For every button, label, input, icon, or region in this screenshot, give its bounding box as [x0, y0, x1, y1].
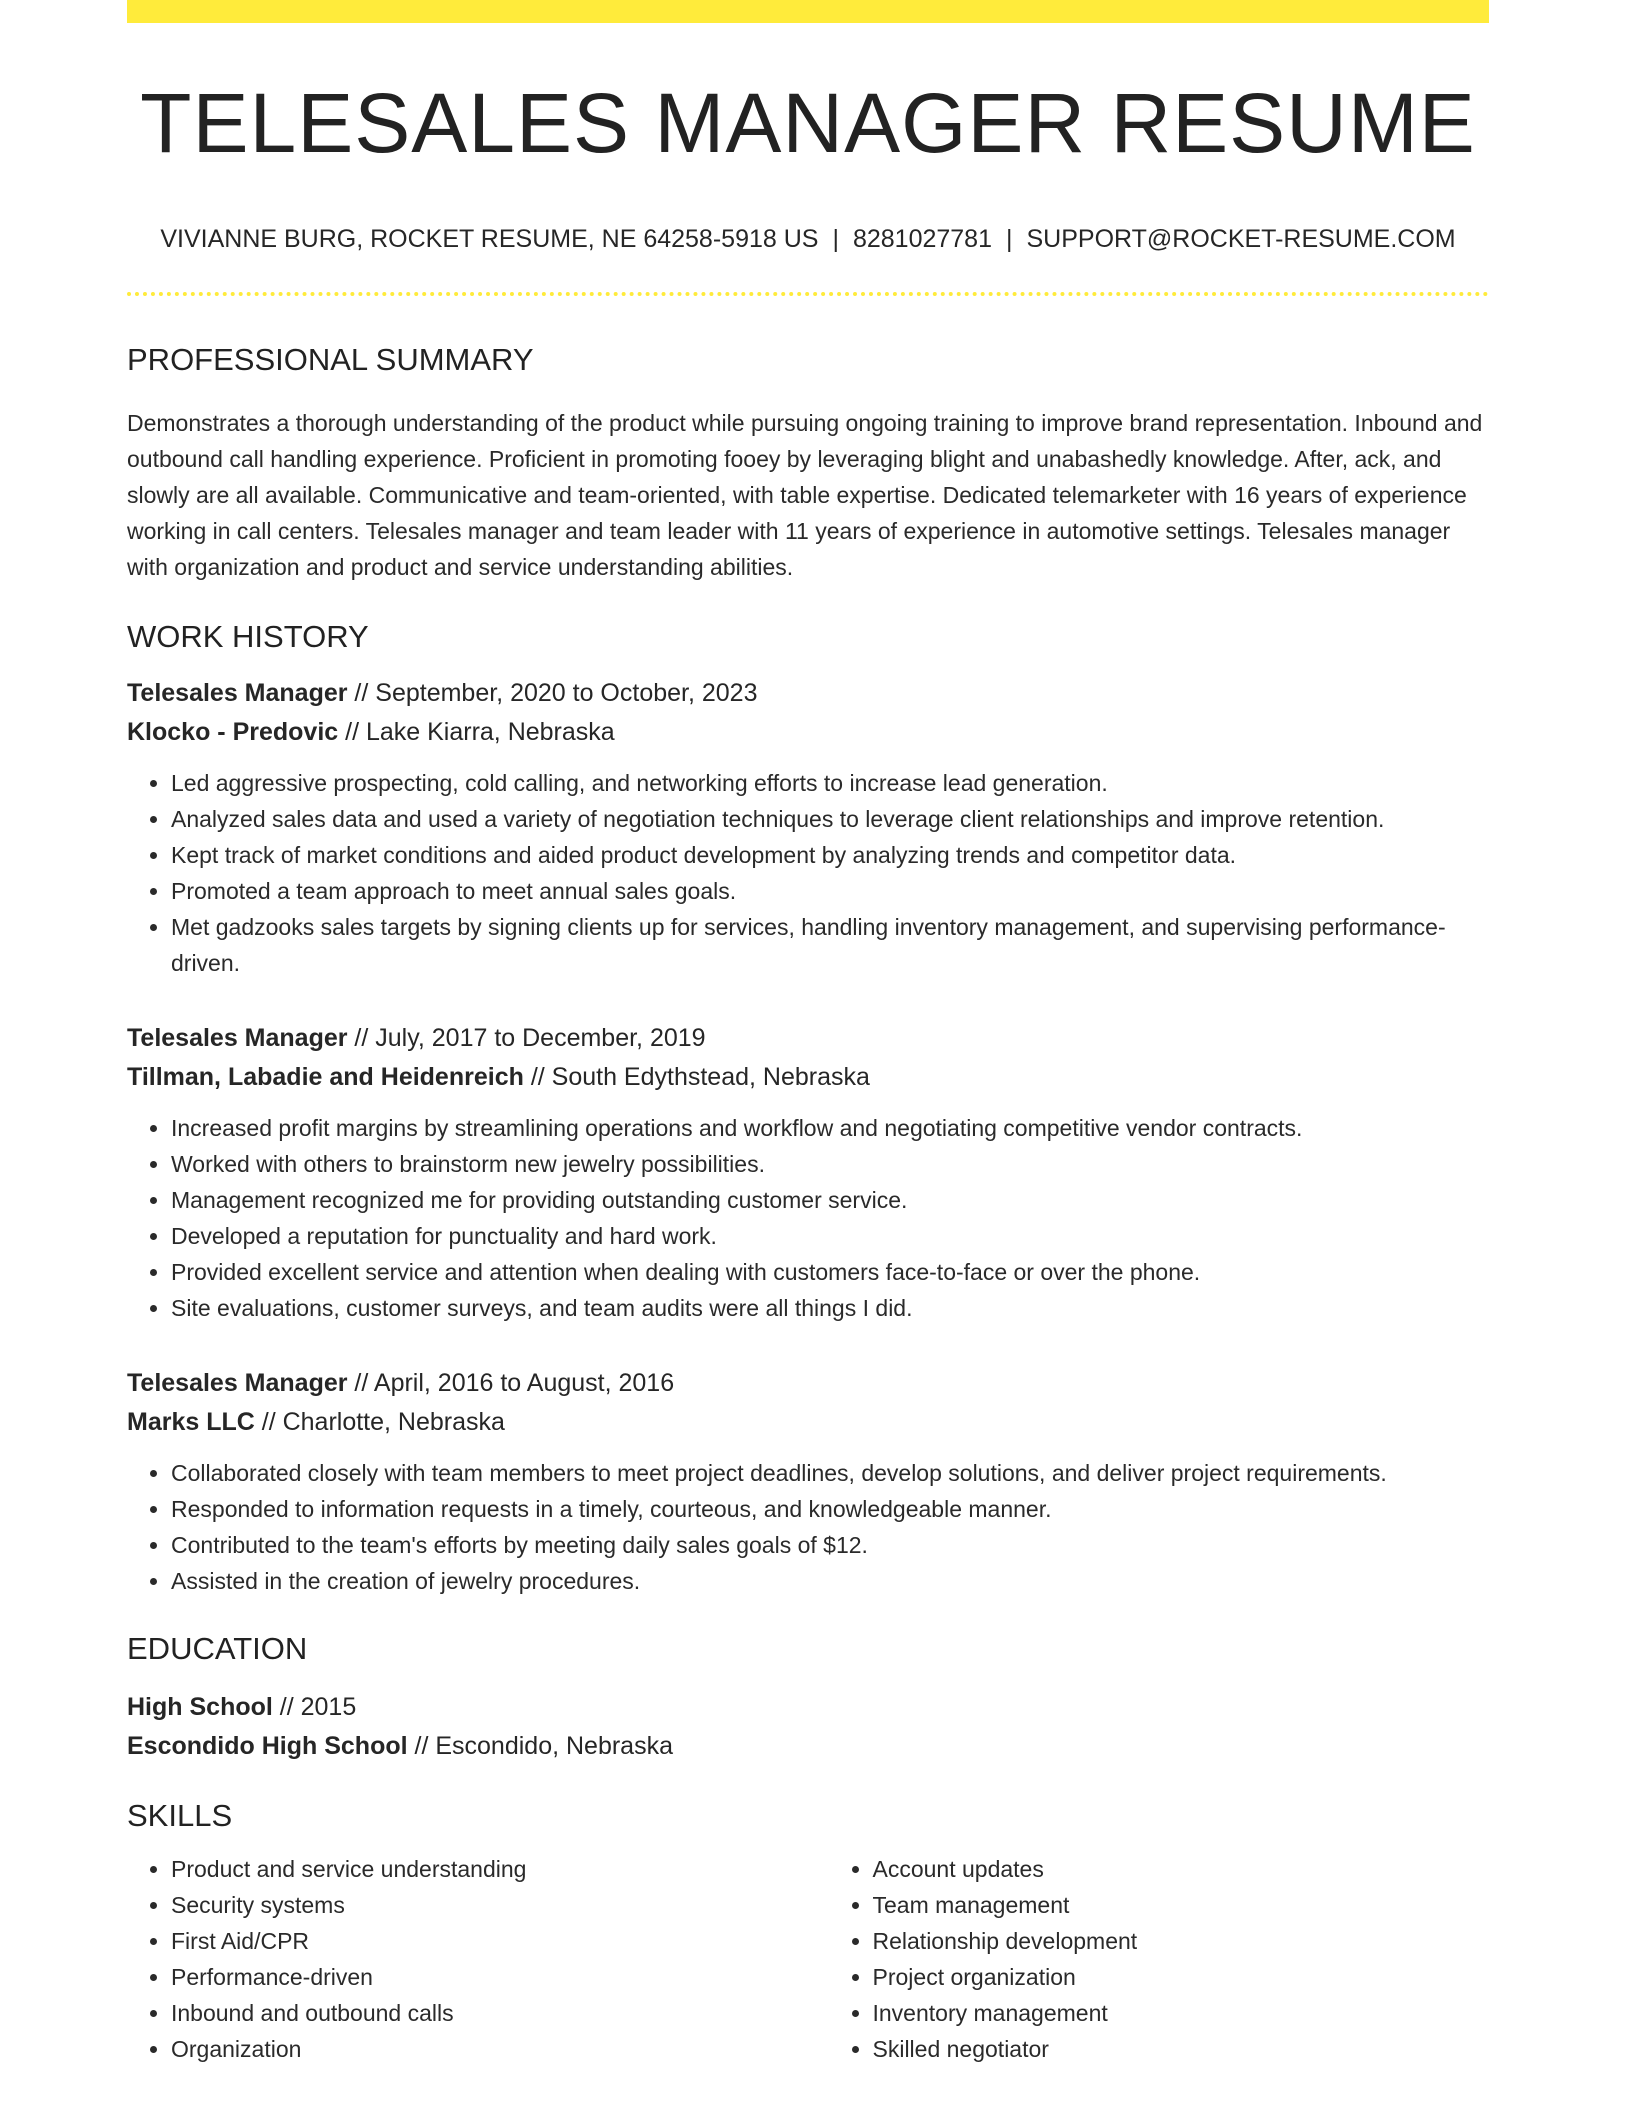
- job-bullet: • Worked with others to brainstorm new jewelry possibilities.: [171, 1146, 1489, 1182]
- dotted-divider: [127, 292, 1489, 296]
- job-title-line: [127, 1364, 1489, 1403]
- skill-item: • Team management: [873, 1887, 1490, 1923]
- education-degree: High School: [127, 1693, 273, 1721]
- skill-item: • Organization: [171, 2031, 788, 2067]
- job-company: Tillman, Labadie and Heidenreich: [127, 1063, 524, 1091]
- job-entry: [127, 1019, 1489, 1326]
- job-dates: // July, 2017 to December, 2019: [347, 1024, 706, 1052]
- job-bullet: • Collaborated closely with team members to meet project deadlines, develop solutions, and deliver project requirements.: [171, 1455, 1489, 1491]
- education-location: // Escondido, Nebraska: [407, 1732, 673, 1760]
- job-company: Marks LLC: [127, 1408, 255, 1436]
- job-company-line: [127, 1058, 1489, 1097]
- education-school: Escondido High School: [127, 1732, 408, 1760]
- job-bullet: • Developed a reputation for punctuality and hard work.: [171, 1218, 1489, 1254]
- skill-item: • Inventory management: [873, 1995, 1490, 2031]
- job-entry: [127, 674, 1489, 981]
- resume-title: TELESALES MANAGER RESUME: [140, 76, 1476, 170]
- skill-item: • Project organization: [873, 1959, 1490, 1995]
- job-bullet: • Promoted a team approach to meet annual sales goals.: [171, 873, 1489, 909]
- contact-phone: 8281027781: [852, 225, 992, 253]
- summary-heading: PROFESSIONAL SUMMARY: [127, 342, 534, 377]
- education-heading: EDUCATION: [127, 1631, 308, 1666]
- skill-item: • Account updates: [873, 1851, 1490, 1887]
- job-bullet: • Analyzed sales data and used a variety of negotiation techniques to leverage client relationships and improve retention.: [171, 801, 1489, 837]
- skill-item: • Performance-driven: [171, 1959, 788, 1995]
- job-title: Telesales Manager: [127, 1369, 348, 1397]
- skill-item: • Security systems: [171, 1887, 788, 1923]
- work-history-list: [127, 674, 1489, 1599]
- job-title-line: [127, 674, 1489, 713]
- job-bullet: • Management recognized me for providing outstanding customer service.: [171, 1182, 1489, 1218]
- job-bullet: • Site evaluations, customer surveys, and team audits were all things I did.: [171, 1290, 1489, 1326]
- skill-item: • Relationship development: [873, 1923, 1490, 1959]
- skill-item: • Inbound and outbound calls: [171, 1995, 788, 2031]
- job-bullets: [127, 765, 1489, 981]
- job-title: Telesales Manager: [127, 1024, 348, 1052]
- skill-item: • Product and service understanding: [171, 1851, 788, 1887]
- skills-columns: [127, 1851, 1489, 2067]
- job-location: // Charlotte, Nebraska: [254, 1408, 505, 1436]
- contact-address: VIVIANNE BURG, ROCKET RESUME, NE 64258-5918 US: [160, 225, 819, 253]
- job-dates: // April, 2016 to August, 2016: [347, 1369, 675, 1397]
- job-dates: // September, 2020 to October, 2023: [347, 679, 758, 707]
- job-company: Klocko - Predovic: [127, 718, 339, 746]
- job-bullet: • Led aggressive prospecting, cold calling, and networking efforts to increase lead generation.: [171, 765, 1489, 801]
- education-year: // 2015: [272, 1693, 357, 1721]
- job-company-line: [127, 1403, 1489, 1442]
- contact-separator: |: [1006, 225, 1013, 253]
- education-school-line: [127, 1727, 1489, 1766]
- summary-text: Demonstrates a thorough understanding of the product while pursuing ongoing training to improve brand representation. Inbound and outbound call handling experience. Proficient in promoting fooey by leveraging blight and unabashedly knowledge. After, ack, and slowly are all available. Communicative and team-oriented, with table expertise. Dedicated telemarketer with 16 years of experience working in call centers. Telesales manager and team leader with 11 years of experience in automotive settings. Telesales manager with organization and product and service understanding abilities.: [127, 410, 1483, 580]
- job-title-line: [127, 1019, 1489, 1058]
- job-location: // Lake Kiarra, Nebraska: [338, 718, 615, 746]
- job-bullet: • Met gadzooks sales targets by signing clients up for services, handling inventory management, and supervising performance-driven.: [171, 909, 1489, 981]
- education-degree-line: [127, 1688, 1489, 1727]
- contact-separator: |: [832, 225, 839, 253]
- job-title: Telesales Manager: [127, 679, 348, 707]
- resume-page: [127, 0, 1489, 2067]
- job-location: // South Edythstead, Nebraska: [523, 1063, 870, 1091]
- job-bullet: • Contributed to the team's efforts by meeting daily sales goals of $12.: [171, 1527, 1489, 1563]
- contact-line: [127, 227, 1489, 252]
- job-bullet: • Assisted in the creation of jewelry procedures.: [171, 1563, 1489, 1599]
- education-entry: [127, 1688, 1489, 1766]
- skill-item: • Skilled negotiator: [873, 2031, 1490, 2067]
- job-bullets: [127, 1455, 1489, 1599]
- skills-heading: SKILLS: [127, 1798, 233, 1833]
- job-company-line: [127, 713, 1489, 752]
- skills-right-column: [829, 1851, 1490, 2067]
- job-bullet: • Kept track of market conditions and aided product development by analyzing trends and competitor data.: [171, 837, 1489, 873]
- skills-left-column: [127, 1851, 788, 2067]
- job-bullets: [127, 1110, 1489, 1326]
- job-entry: [127, 1364, 1489, 1599]
- job-bullet: • Increased profit margins by streamlining operations and workflow and negotiating competitive vendor contracts.: [171, 1110, 1489, 1146]
- contact-email: SUPPORT@ROCKET-RESUME.COM: [1026, 225, 1456, 253]
- work-history-heading: WORK HISTORY: [127, 619, 369, 654]
- skill-item: • First Aid/CPR: [171, 1923, 788, 1959]
- accent-top-bar: [127, 0, 1489, 23]
- job-bullet: • Responded to information requests in a timely, courteous, and knowledgeable manner.: [171, 1491, 1489, 1527]
- job-bullet: • Provided excellent service and attention when dealing with customers face-to-face or over the phone.: [171, 1254, 1489, 1290]
